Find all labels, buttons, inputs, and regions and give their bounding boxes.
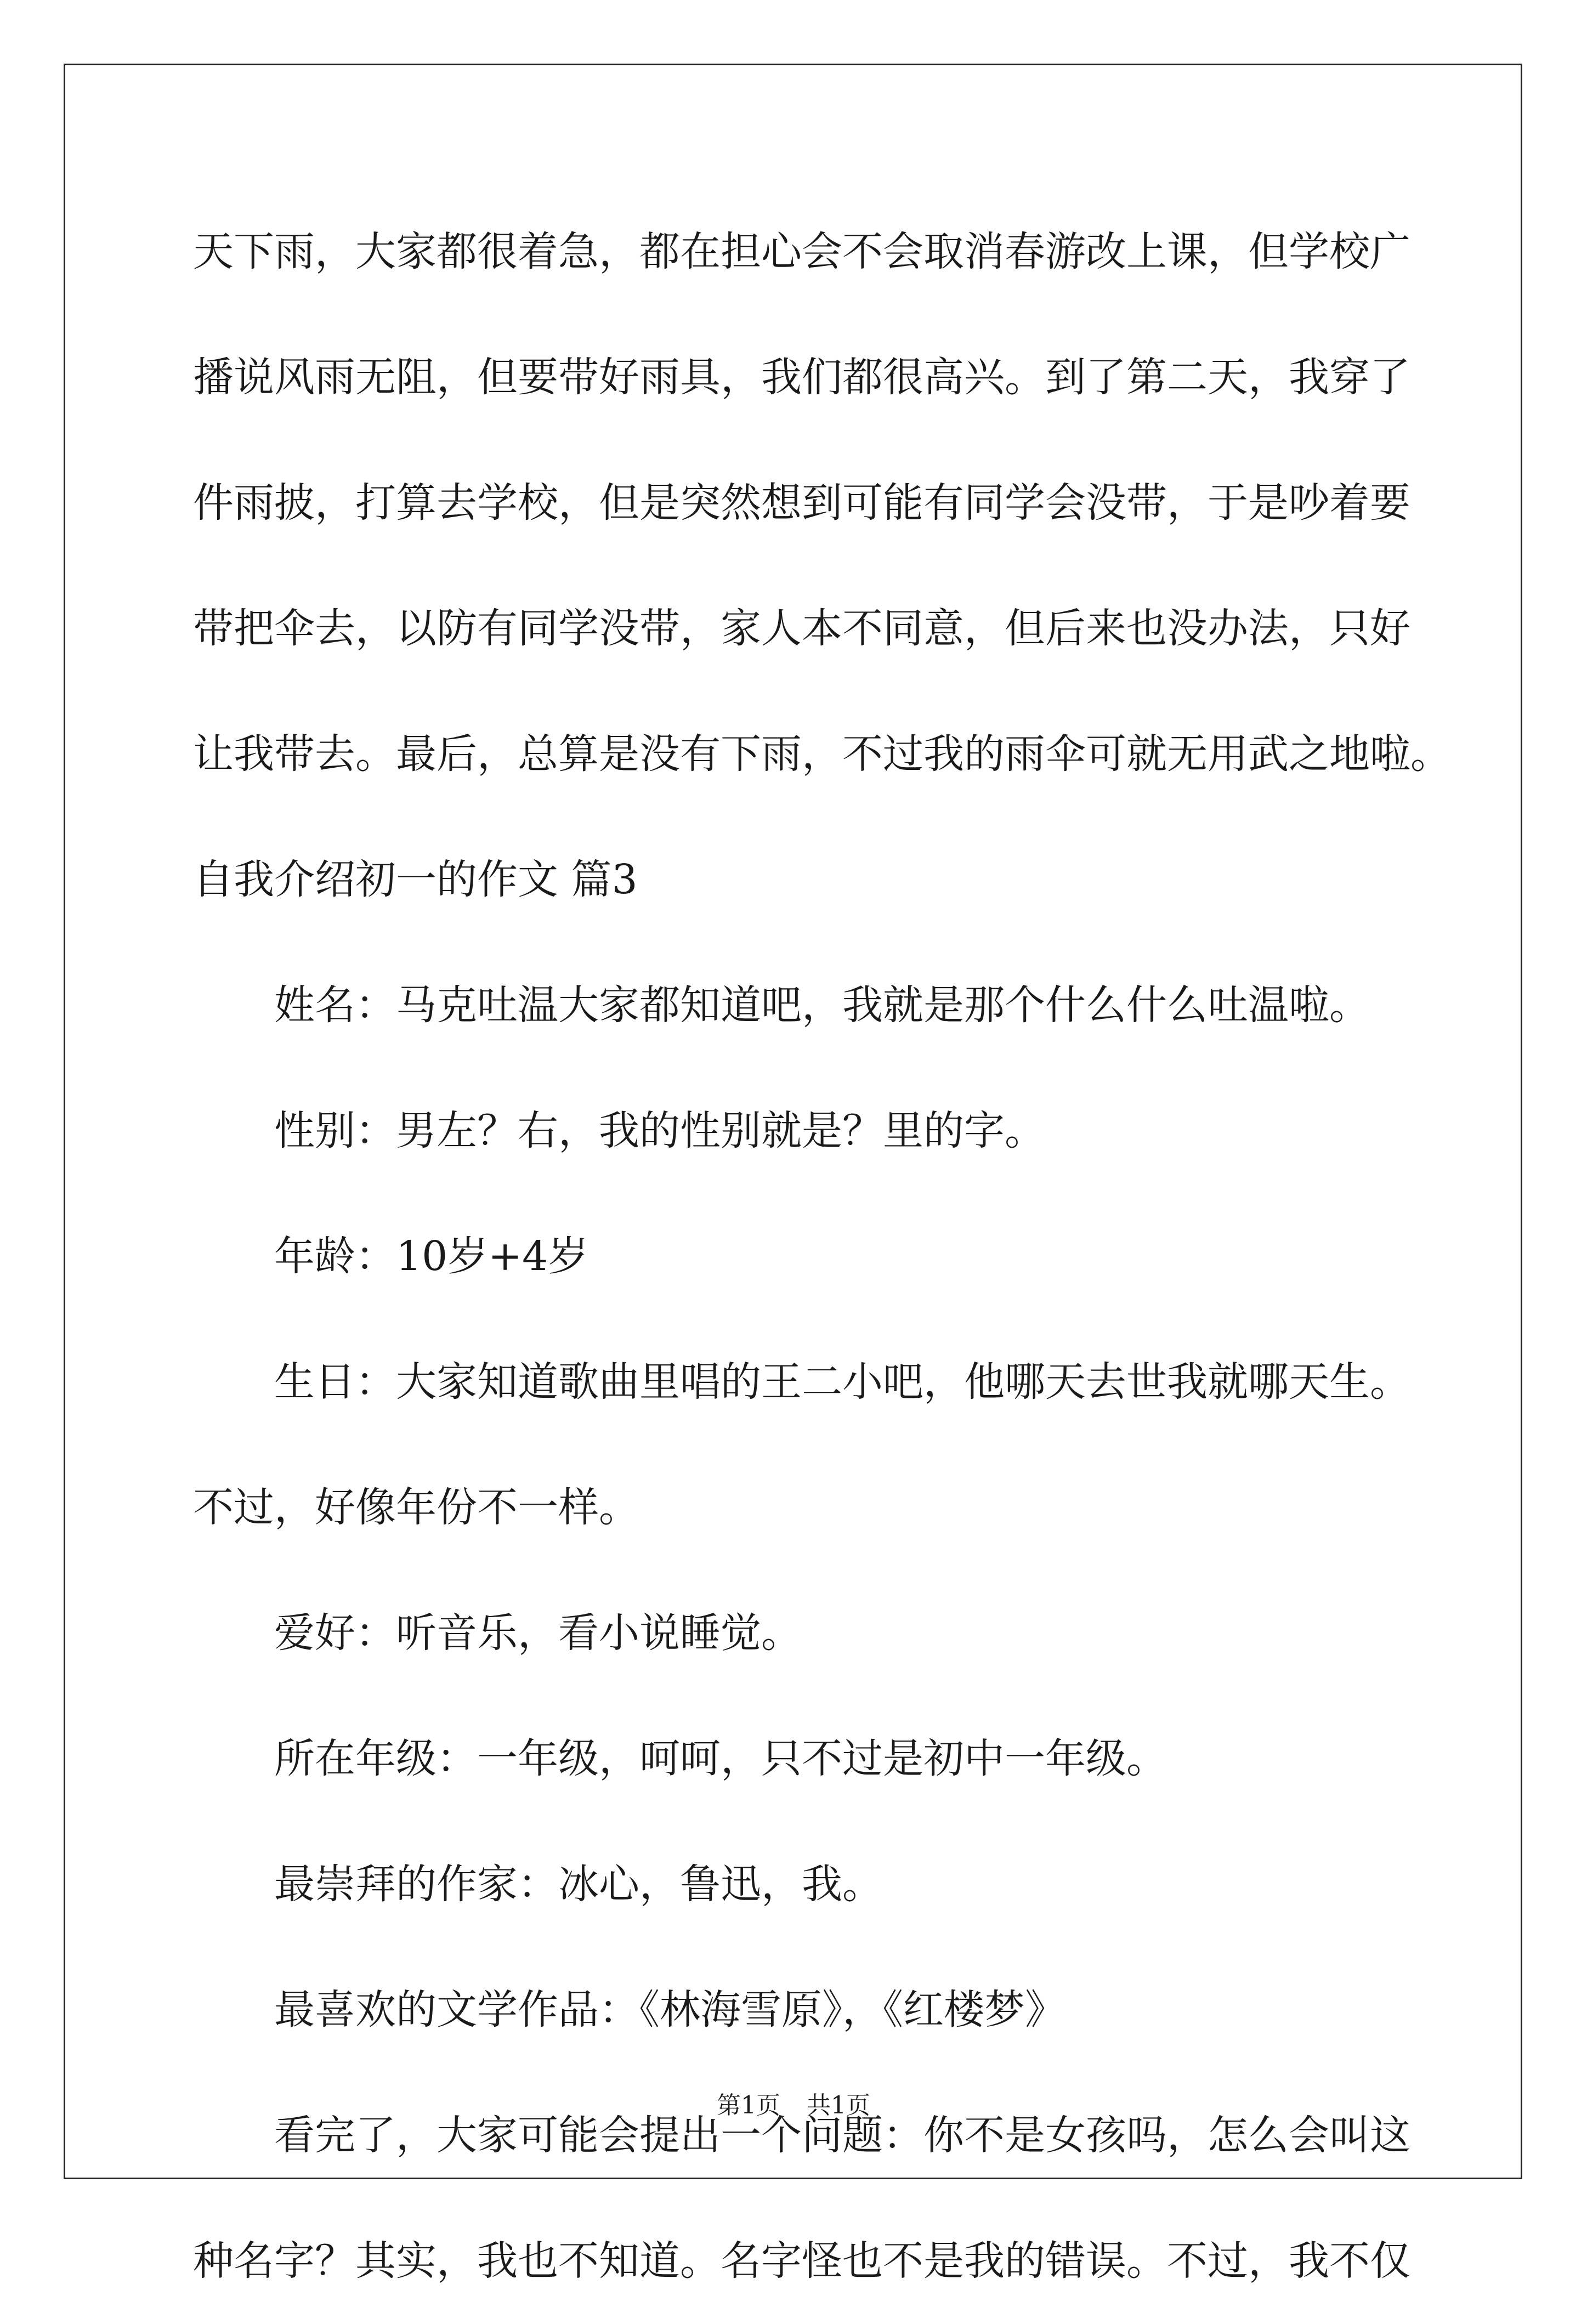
- paragraph-line: 生日：大家知道歌曲里唱的王二小吧，他哪天去世我就哪天生。: [274, 1358, 1410, 1405]
- section-heading: 自我介绍初一的作文 篇3: [193, 856, 638, 903]
- document-body: [193, 189, 1451, 2324]
- paragraph-line: 姓名：马克吐温大家都知道吧，我就是那个什么什么吐温啦。: [274, 982, 1370, 1029]
- text-line: 天下雨，大家都很着急，都在担心会不会取消春游改上课，但学校广: [193, 228, 1410, 275]
- page-number-total: 共1页: [807, 2091, 870, 2119]
- paragraph-line: 最崇拜的作家：冰心，鲁迅，我。: [274, 1861, 883, 1908]
- page-footer: [0, 2089, 1587, 2122]
- text-line: 件雨披，打算去学校，但是突然想到可能有同学会没带，于是吵着要: [193, 479, 1410, 526]
- paragraph-line: 所在年级：一年级，呵呵，只不过是初中一年级。: [274, 1735, 1167, 1782]
- paragraph-line: 爱好：听音乐，看小说睡觉。: [274, 1609, 802, 1657]
- text-line: 带把伞去，以防有同学没带，家人本不同意，但后来也没办法，只好: [193, 605, 1410, 652]
- paragraph-line: 性别：男左？右，我的性别就是？里的字。: [274, 1107, 1045, 1154]
- paragraph-line: 最喜欢的文学作品：《林海雪原》，《红楼梦》: [274, 1986, 1065, 2033]
- paragraph-line: 年龄：10岁+4岁: [274, 1233, 589, 1280]
- text-line: 种名字？其实，我也不知道。名字怪也不是我的错误。不过，我不仅: [193, 2237, 1410, 2285]
- text-line: 播说风雨无阻，但要带好雨具，我们都很高兴。到了第二天，我穿了: [193, 354, 1410, 401]
- text-line: 不过，好像年份不一样。: [193, 1484, 639, 1531]
- text-line: 让我带去。最后，总算是没有下雨，不过我的雨伞可就无用武之地啦。: [193, 730, 1451, 778]
- page-number-current: 第1页: [717, 2091, 780, 2119]
- paragraph-line: 看完了，大家可能会提出一个问题：你不是女孩吗，怎么会叫这: [274, 2112, 1410, 2159]
